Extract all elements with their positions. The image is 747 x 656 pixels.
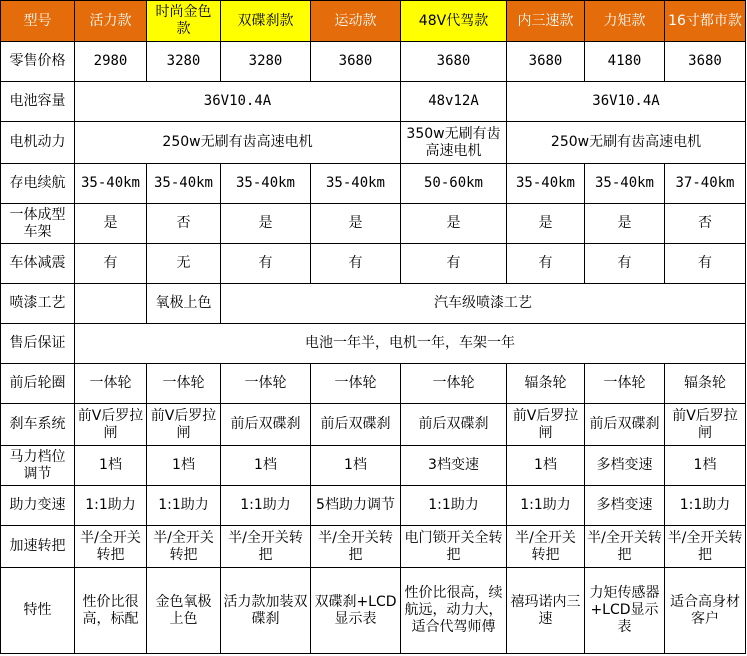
battery-cell: 36V10.4A [507, 82, 746, 122]
motor-cell: 250w无刷有齿高速电机 [507, 122, 746, 164]
throttle-cell: 半/全开关转把 [147, 526, 221, 568]
brakes-cell: 前后双碟刹 [311, 404, 401, 446]
suspension-cell: 有 [75, 244, 147, 284]
gear-cell: 3档变速 [401, 446, 507, 486]
brakes-row [1, 404, 746, 446]
gear-cell: 1档 [75, 446, 147, 486]
motor-row [1, 122, 746, 164]
assist-cell: 1:1助力 [507, 486, 585, 526]
wheels-row [1, 364, 746, 404]
assist-cell: 1:1助力 [665, 486, 746, 526]
suspension-cell: 有 [221, 244, 311, 284]
frame-row [1, 204, 746, 244]
assist-cell: 5档助力调节 [311, 486, 401, 526]
throttle-cell: 半/全开关转把 [75, 526, 147, 568]
price-cell: 3680 [401, 42, 507, 82]
assist-cell: 1:1助力 [75, 486, 147, 526]
wheels-cell: 辐条轮 [507, 364, 585, 404]
row-label: 助力变速 [1, 486, 75, 526]
range-cell: 37-40km [665, 164, 746, 204]
wheels-cell: 一体轮 [401, 364, 507, 404]
features-row [1, 568, 746, 654]
row-label: 特性 [1, 568, 75, 654]
price-row [1, 42, 746, 82]
brakes-cell: 前V后罗拉闸 [507, 404, 585, 446]
gear-cell: 1档 [147, 446, 221, 486]
range-cell: 35-40km [75, 164, 147, 204]
assist-cell: 多档变速 [585, 486, 665, 526]
header-row [1, 1, 746, 42]
features-cell: 金色氧极上色 [147, 568, 221, 654]
model-name: 活力款 [75, 1, 147, 42]
price-cell: 3280 [221, 42, 311, 82]
frame-cell: 是 [221, 204, 311, 244]
frame-cell: 否 [147, 204, 221, 244]
brakes-cell: 前V后罗拉闸 [665, 404, 746, 446]
throttle-cell: 半/全开关转把 [507, 526, 585, 568]
row-label: 电池容量 [1, 82, 75, 122]
range-cell: 35-40km [311, 164, 401, 204]
range-cell: 35-40km [147, 164, 221, 204]
suspension-cell: 有 [507, 244, 585, 284]
suspension-cell: 有 [401, 244, 507, 284]
row-label: 电机动力 [1, 122, 75, 164]
frame-cell: 是 [311, 204, 401, 244]
throttle-cell: 半/全开关转把 [221, 526, 311, 568]
features-cell: 禧玛诺内三速 [507, 568, 585, 654]
model-name: 16寸都市款 [665, 1, 746, 42]
assist-cell: 1:1助力 [221, 486, 311, 526]
throttle-row [1, 526, 746, 568]
frame-cell: 是 [75, 204, 147, 244]
row-label: 刹车系统 [1, 404, 75, 446]
paint-cell: 氧极上色 [147, 284, 221, 324]
suspension-cell: 有 [585, 244, 665, 284]
features-cell: 活力款加装双碟刹 [221, 568, 311, 654]
brakes-cell: 前后双碟刹 [401, 404, 507, 446]
features-cell: 性价比很高，标配 [75, 568, 147, 654]
range-cell: 50-60km [401, 164, 507, 204]
row-label: 车体减震 [1, 244, 75, 284]
model-name: 48V代驾款 [401, 1, 507, 42]
gear-cell: 多档变速 [585, 446, 665, 486]
wheels-cell: 辐条轮 [665, 364, 746, 404]
model-name: 运动款 [311, 1, 401, 42]
frame-cell: 是 [585, 204, 665, 244]
range-cell: 35-40km [507, 164, 585, 204]
row-label: 售后保证 [1, 324, 75, 364]
model-name: 内三速款 [507, 1, 585, 42]
gear-row [1, 446, 746, 486]
battery-cell: 48v12A [401, 82, 507, 122]
assist-cell: 1:1助力 [147, 486, 221, 526]
model-header: 型号 [1, 1, 75, 42]
price-cell: 3680 [507, 42, 585, 82]
suspension-cell: 有 [311, 244, 401, 284]
model-name: 双碟刹款 [221, 1, 311, 42]
gear-cell: 1档 [665, 446, 746, 486]
features-cell: 双碟刹+LCD显示表 [311, 568, 401, 654]
paint-row [1, 284, 746, 324]
wheels-cell: 一体轮 [75, 364, 147, 404]
row-label: 零售价格 [1, 42, 75, 82]
row-label: 马力档位调节 [1, 446, 75, 486]
throttle-cell: 半/全开关转把 [585, 526, 665, 568]
throttle-cell: 半/全开关转把 [311, 526, 401, 568]
price-cell: 2980 [75, 42, 147, 82]
paint-cell [75, 284, 147, 324]
frame-cell: 是 [507, 204, 585, 244]
wheels-cell: 一体轮 [585, 364, 665, 404]
range-cell: 35-40km [585, 164, 665, 204]
throttle-cell: 电门锁开关全转把 [401, 526, 507, 568]
brakes-cell: 前后双碟刹 [221, 404, 311, 446]
gear-cell: 1档 [221, 446, 311, 486]
row-label: 喷漆工艺 [1, 284, 75, 324]
price-cell: 3680 [311, 42, 401, 82]
model-name: 力矩款 [585, 1, 665, 42]
suspension-row [1, 244, 746, 284]
suspension-cell: 有 [665, 244, 746, 284]
features-cell: 性价比很高，续航远，动力大，适合代驾师傅 [401, 568, 507, 654]
battery-cell: 36V10.4A [75, 82, 401, 122]
range-row [1, 164, 746, 204]
wheels-cell: 一体轮 [147, 364, 221, 404]
row-label: 存电续航 [1, 164, 75, 204]
paint-cell: 汽车级喷漆工艺 [221, 284, 746, 324]
row-label: 前后轮圈 [1, 364, 75, 404]
gear-cell: 1档 [311, 446, 401, 486]
motor-cell: 250w无刷有齿高速电机 [75, 122, 401, 164]
wheels-cell: 一体轮 [221, 364, 311, 404]
row-label: 加速转把 [1, 526, 75, 568]
price-cell: 3280 [147, 42, 221, 82]
assist-row [1, 486, 746, 526]
features-cell: 适合高身材客户 [665, 568, 746, 654]
assist-cell: 1:1助力 [401, 486, 507, 526]
frame-cell: 是 [401, 204, 507, 244]
price-cell: 3680 [665, 42, 746, 82]
warranty-row [1, 324, 746, 364]
brakes-cell: 前V后罗拉闸 [75, 404, 147, 446]
motor-cell: 350w无刷有齿高速电机 [401, 122, 507, 164]
features-cell: 力矩传感器+LCD显示表 [585, 568, 665, 654]
frame-cell: 否 [665, 204, 746, 244]
brakes-cell: 前V后罗拉闸 [147, 404, 221, 446]
throttle-cell: 半/全开关转把 [665, 526, 746, 568]
battery-row [1, 82, 746, 122]
suspension-cell: 无 [147, 244, 221, 284]
row-label: 一体成型车架 [1, 204, 75, 244]
wheels-cell: 一体轮 [311, 364, 401, 404]
model-name: 时尚金色款 [147, 1, 221, 42]
gear-cell: 1档 [507, 446, 585, 486]
brakes-cell: 前后双碟刹 [585, 404, 665, 446]
price-cell: 4180 [585, 42, 665, 82]
warranty-cell: 电池一年半，电机一年，车架一年 [75, 324, 746, 364]
range-cell: 35-40km [221, 164, 311, 204]
